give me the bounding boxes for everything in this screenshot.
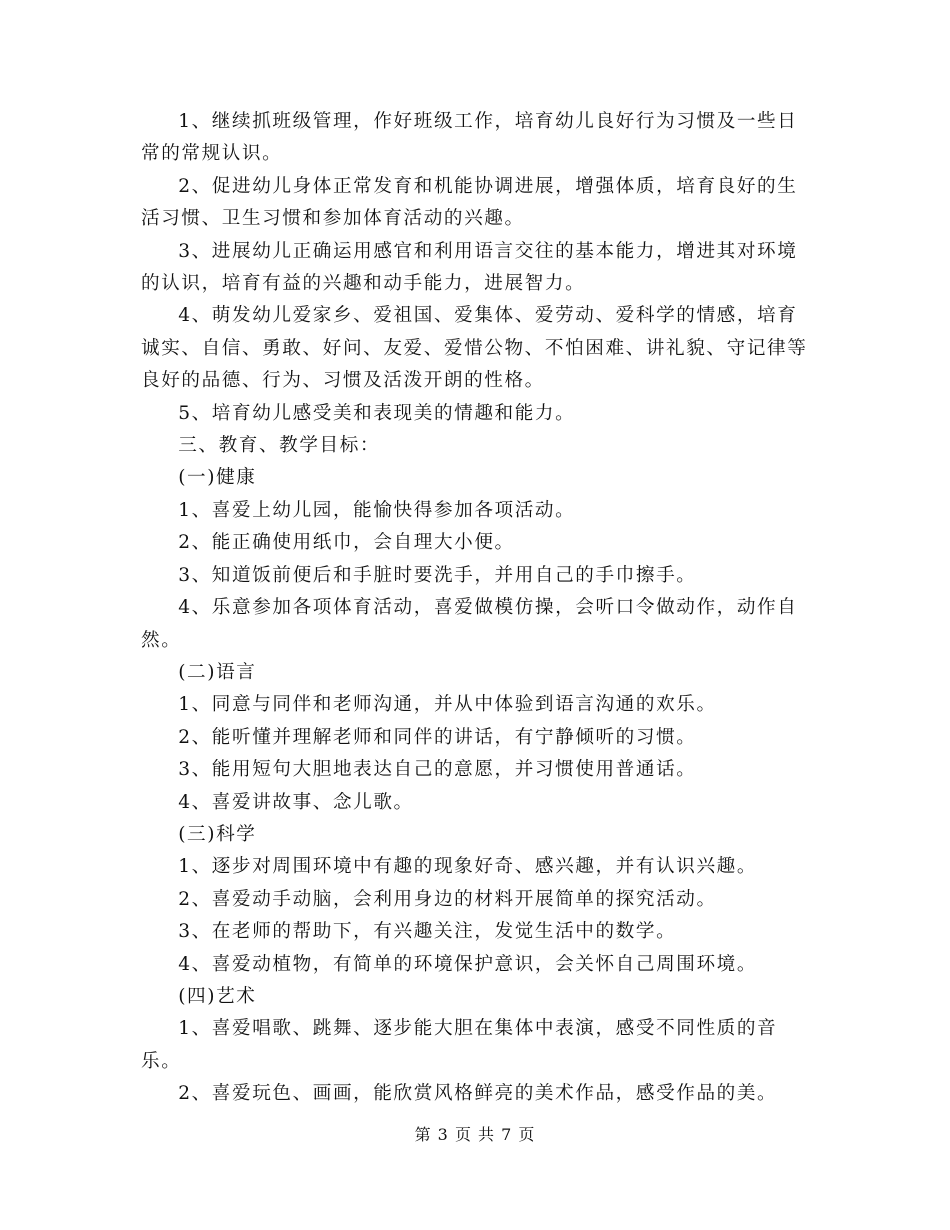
paragraph-art-1: 1、喜爱唱歌、跳舞、逐步能大胆在集体中表演，感受不同性质的音乐。 xyxy=(141,1018,778,1072)
paragraph-language-3: 3、能用短句大胆地表达自己的意愿，并习惯使用普通话。 xyxy=(178,759,697,781)
paragraph-language-1: 1、同意与同伴和老师沟通，并从中体验到语言沟通的欢乐。 xyxy=(178,694,717,716)
paragraph-goal-2: 2、促进幼儿身体正常发育和机能协调进展，增强体质，培育良好的生活习惯、卫生习惯和参加体育活动的兴趣。 xyxy=(141,175,798,230)
paragraph-goal-4: 4、萌发幼儿爱家乡、爱祖国、爱集体、爱劳动、爱科学的情感，培育诚实、自信、勇敢、好问、友爱、爱惜公物、不怕困难、讲礼貌、守记律等良好的品德、行为、习惯及活泼开朗的性格。 xyxy=(141,305,808,392)
paragraph-science-2: 2、喜爱动手动脑，会利用身边的材料开展简单的探究活动。 xyxy=(178,888,717,910)
paragraph-health-4: 4、乐意参加各项体育活动，喜爱做模仿操，会听口令做动作，动作自然。 xyxy=(141,597,798,651)
paragraph-health-2: 2、能正确使用纸巾，会自理大小便。 xyxy=(178,532,515,554)
paragraph-science-3: 3、在老师的帮助下，有兴趣关注，发觉生活中的数学。 xyxy=(178,921,677,943)
paragraph-goal-1: 1、继续抓班级管理，作好班级工作，培育幼儿良好行为习惯及一些日常的常规认识。 xyxy=(141,111,798,165)
paragraph-science-1: 1、逐步对周围环境中有趣的现象好奇、感兴趣，并有认识兴趣。 xyxy=(178,856,758,878)
paragraph-health-1: 1、喜爱上幼儿园，能愉快得参加各项活动。 xyxy=(178,499,576,521)
paragraph-health-3: 3、知道饭前便后和手脏时要洗手，并用自己的手巾擦手。 xyxy=(178,564,697,586)
paragraph-language-2: 2、能听懂并理解老师和同伴的讲话，有宁静倾听的习惯。 xyxy=(178,726,697,748)
subheading-art: (四)艺术 xyxy=(178,985,257,1007)
subheading-health: (一)健康 xyxy=(178,467,257,489)
page-footer: 第 3 页 共 7 页 xyxy=(414,1125,536,1144)
subheading-science: (三)科学 xyxy=(178,823,257,845)
paragraph-language-4: 4、喜爱讲故事、念儿歌。 xyxy=(178,791,414,813)
document-body xyxy=(141,106,813,1111)
paragraph-goal-5: 5、培育幼儿感受美和表现美的情趣和能力。 xyxy=(178,402,576,424)
subheading-language: (二)语言 xyxy=(178,661,257,683)
paragraph-science-4: 4、喜爱动植物，有简单的环境保护意识，会关怀自己周围环境。 xyxy=(178,953,758,975)
paragraph-goal-3: 3、进展幼儿正确运用感官和利用语言交往的基本能力，增进其对环境的认识，培育有益的兴趣和动手能力，进展智力。 xyxy=(141,240,798,295)
paragraph-art-2: 2、喜爱玩色、画画，能欣赏风格鲜亮的美术作品，感受作品的美。 xyxy=(178,1083,778,1105)
section-heading-objectives: 三、教育、教学目标： xyxy=(178,435,381,457)
